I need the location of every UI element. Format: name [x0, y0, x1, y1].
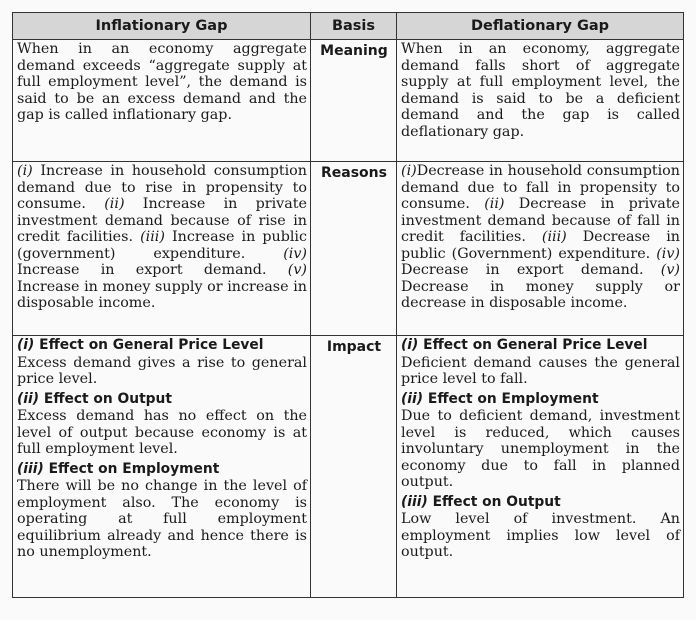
impact-text: Excess demand gives a rise to general price level.: [17, 354, 307, 387]
reason-number: (ii): [104, 196, 125, 212]
impact-text: Excess demand has no effect on the level of output because economy is at full employment level.: [17, 408, 307, 457]
impact-text: There will be no change in the level of employment also. The economy is operating at full employment equilibrium already and hence there is no unemployment.: [17, 478, 307, 560]
reason-text: Increase in money supply or increase in disposable income.: [17, 278, 307, 311]
meaning-deflationary-text: When in an economy, aggregate demand falls short of aggregate supply at full employment level, the demand is said to be a deficient demand and the gap is called deflationary gap.: [401, 41, 680, 140]
impact-heading-text: Effect on Output: [432, 493, 561, 510]
impact-heading-text: Effect on General Price Level: [423, 337, 648, 353]
reasons-deflationary-cell: [397, 162, 684, 336]
reason-number: (iii): [140, 229, 165, 245]
impact-heading-text: Effect on Output: [43, 390, 172, 407]
reason-number: (i): [17, 163, 33, 179]
meaning-inflationary-cell: [13, 40, 311, 162]
reason-text: Decrease in public (Government) expenditure.: [401, 229, 681, 262]
impact-heading: [17, 391, 307, 408]
basis-meaning: Meaning: [311, 40, 397, 162]
impact-text: Deficient demand causes the general price level to fall.: [401, 354, 680, 387]
reason-text: Decrease in household consumption demand due to fall in propensity to consume.: [401, 163, 680, 212]
reason-text: Increase in private investment demand because of rise in credit facilities.: [17, 196, 307, 245]
reason-number: (iv): [656, 245, 680, 262]
reasons-inflationary-cell: [13, 162, 311, 336]
reason-number: (i): [401, 163, 417, 179]
impact-number: (i): [17, 337, 35, 353]
reason-number: (v): [287, 262, 307, 278]
impact-inflationary-cell: [13, 336, 311, 598]
reason-text: Increase in export demand.: [17, 262, 288, 278]
impact-number: (ii): [401, 390, 424, 407]
impact-text: Low level of investment. An employment implies low level of output.: [401, 511, 680, 560]
header-basis: Basis: [311, 13, 397, 40]
impact-heading-text: Effect on General Price Level: [39, 337, 264, 353]
impact-heading: [401, 337, 680, 354]
row-meaning: [13, 40, 684, 162]
reason-number: (v): [660, 262, 680, 278]
impact-heading: [17, 461, 307, 478]
basis-reasons: Reasons: [311, 162, 397, 336]
impact-heading: [401, 391, 680, 408]
row-reasons: [13, 162, 684, 336]
impact-heading: [401, 494, 680, 511]
reason-number: (ii): [484, 196, 505, 212]
impact-text: Due to deficient demand, investment level is reduced, which causes involuntary unemployment in the economy due to fall in planned output.: [401, 408, 680, 490]
reason-text: Increase in household consumption demand due to rise in propensity to consume.: [17, 163, 307, 212]
reason-number: (iii): [541, 229, 567, 245]
basis-impact: Impact: [311, 336, 397, 598]
impact-number: (ii): [17, 390, 40, 407]
reason-text: Decrease in export demand.: [401, 262, 661, 278]
reason-number: (iv): [283, 245, 307, 262]
meaning-inflationary-text: When in an economy aggregate demand exceeds “aggregate supply at full employment level”, the demand is said to be an excess demand and the gap is called inflationary gap.: [17, 41, 307, 123]
impact-number: (iii): [17, 460, 44, 477]
impact-deflationary-cell: [397, 336, 684, 598]
header-inflationary: Inflationary Gap: [13, 13, 311, 40]
impact-number: (i): [401, 337, 419, 353]
header-row: [13, 13, 684, 40]
impact-number: (iii): [401, 493, 428, 510]
row-impact: [13, 336, 684, 598]
reason-text: Decrease in private investment demand because of fall in credit facilities.: [401, 196, 680, 245]
comparison-table: [12, 12, 684, 598]
reason-text: Decrease in money supply or decrease in disposable income.: [401, 278, 680, 311]
header-deflationary: Deflationary Gap: [397, 13, 684, 40]
impact-heading-text: Effect on Employment: [48, 460, 220, 477]
reasons-inflationary-list: [17, 163, 307, 312]
reason-text: Increase in public (government) expenditure.: [17, 229, 307, 262]
impact-heading-text: Effect on Employment: [427, 390, 599, 407]
meaning-deflationary-cell: [397, 40, 684, 162]
reasons-deflationary-list: [401, 163, 680, 312]
impact-heading: [17, 337, 307, 354]
